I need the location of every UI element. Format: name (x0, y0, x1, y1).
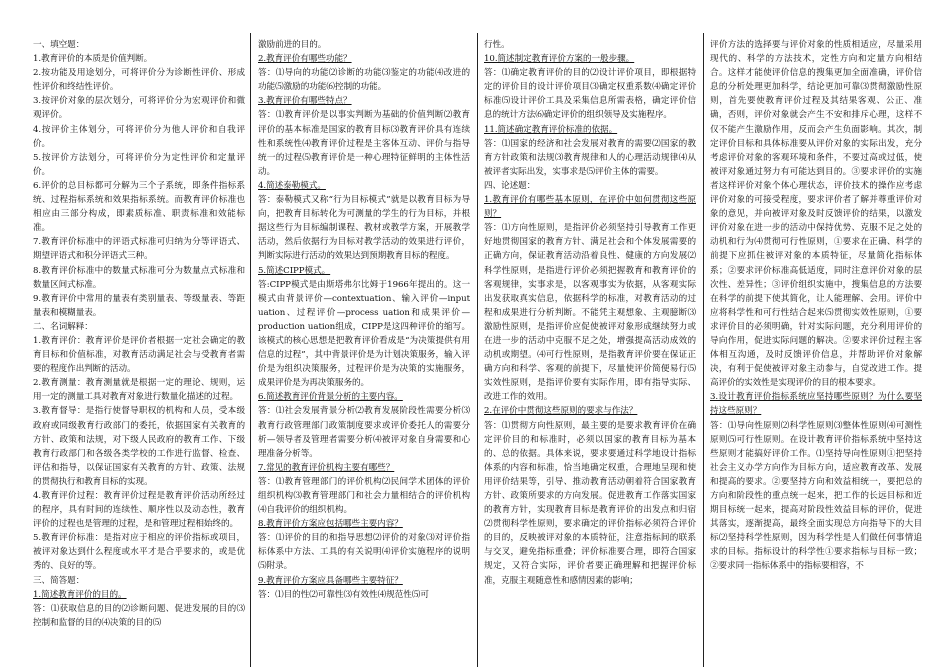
question-heading: 4.简述泰勒模式。 (258, 180, 326, 191)
text-column-1 (33, 38, 245, 666)
paragraph: 3.按评价对象的层次划分，可将评价分为宏观评价和微观评价。 (33, 96, 245, 121)
question-heading: 6.简述教育评价背景分析的主要内容。 (258, 392, 403, 403)
paragraph: 答：⑴教育管理部门的评价机构⑵民间学术团体的评价组织机构⑶教育管理部门和社会力量相结合的评价机构⑷自我评价的组织机构。 (258, 476, 470, 516)
question-heading: 5.简述CIPP模式。 (258, 265, 331, 276)
paragraph: 三、简答题： (33, 575, 85, 586)
paragraph: 答：⑴获取信息的目的⑵诊断问题、促进发展的目的⑶控制和监督的目的⑷决策的目的⑸ (33, 603, 245, 628)
column-divider (703, 33, 704, 667)
question-heading: 3.设计教育评价指标系统应坚持哪些原则？为什么要坚持这些原则？ (710, 392, 922, 417)
paragraph: 答：⑴评价的目的和指导思想⑵评价的对象⑶对评价指标体系中方法、工具的有关说明⑷评价实施程序的说明⑸附录。 (258, 533, 470, 572)
paragraph: 7.教育评价标准中的评语式标准可归纳为分等评语式、期望评语式和积分评语式三种。 (33, 237, 245, 262)
question-heading: 1.教育评价有哪些基本原则，在评价中如何贯彻这些原则？ (484, 195, 696, 220)
question-heading: 1.简述教育评价的目的。 (33, 589, 127, 600)
paragraph: 答：泰勒模式又称“行为目标模式”就是以教育目标为导向，把教育目标转化为可测量的学生的行为目标，并根据这些行为目标编制课程、教材或教学方案，开展教学活动，然后依据行为目标对教学活动的效果进行评价，判断实际进行活动的效果达到预期教育目标的程度。 (258, 195, 470, 262)
paragraph: 2.教育测量：教育测量就是根据一定的理论、规则，运用一定的测量工具对教育对象进行数量化描述的过程。 (33, 378, 245, 403)
paragraph: 答：⑴贯彻方向性原则，最主要的是要求教育评价在确定评价目的和标准时，必须以国家的教育目标为基本的、总的依据。具体来说，要求要通过科学地设计指标体系的内容和标准，恰当地确定权重，合理地呈现和使用评价结果等，引导、推动教育活动朝着符合国家教育方针、政策所要求的方向发展。促进教育工作落实国家的教育方针，实现教育目标是教育评价的出发点和归宿⑵贯彻科学性原则，要求确定的评价指标必须符合评价的目的，反映被评对象的本质特征，注意指标间的联系与交叉，避免指标重叠；评价标准要合理，即符合国家规定，又符合实际，评价者要正确理解和把握评价标准，克服主观随意性和感情因素的影响； (484, 420, 696, 586)
question-heading: 2.教育评价有哪些功能？ (258, 54, 352, 65)
paragraph: 9.教育评价中常用的量表有类别量表、等级量表、等距量表和模糊量表。 (33, 293, 245, 318)
paragraph: 5.按评价方法划分，可将评价分为定性评价和定量评价。 (33, 152, 245, 177)
question-heading: 7.常见的教育评价机构主要有哪些？ (258, 462, 395, 473)
paragraph: 答:CIPP模式是由斯塔弗尔比姆于1966年提出的。这一模式由背景评价—contextuation、输入评价—input uation、过程评价—process uation和成果评价—production uation组成，CIPP是这四种评价的缩写。该模式的核心思想是把教育评价看成是“为决策提供有用信息的过程”，其中背景评价是为计划决策服务，输入评价是为组织决策服务，过程评价是为决策的实施服务，成果评价是为再决策服务的。 (258, 279, 470, 389)
question-heading: 3.教育评价有哪些特点？ (258, 96, 352, 107)
question-heading: 9.教育评价方案应具备哪些主要特征？ (258, 575, 403, 586)
paragraph: 5.教育评价标准：是指对应于相应的评价指标或项目，被评对象达到什么程度或水平才是合乎要求的，或是优秀的、良好的等。 (33, 533, 245, 572)
paragraph: 激励前进的目的。 (258, 40, 327, 50)
paragraph: 4.教育评价过程：教育评价过程是教育评价活动所经过的程序，具有时间的连续性、顺序性以及动态性，教育评价的过程也是管理的过程，是和管理过程相始终的。 (33, 491, 245, 530)
paragraph: 1.教育评价：教育评价是评价者根据一定社会确定的教育目标和价值标准，对教育活动满足社会与受教育者需要的程度作出判断的活动。 (33, 335, 245, 375)
paragraph: 答：⑴目的性⑵可靠性⑶有效性⑷规范性⑸可 (258, 589, 429, 600)
paragraph: 3.教育督导：是指行使督导职权的机构和人员，受本级政府或同级教育行政部门的委托，依据国家有关教育的方针、政策和法规，对下级人民政府的教育工作、下级教育行政部门和各级各类学校的工作进行监督、检查、评估和指导，以保证国家有关教育的方针、政策、法规的贯彻执行和教育目标的实现。 (33, 406, 245, 487)
paragraph: 四、论述题： (484, 180, 536, 191)
paragraph: 答：⑴教育评价是以事实判断为基础的价值判断⑵教育评价的基本标准是国家的教育目标⑶教育评价具有连续性和系统性⑷教育评价过程是主客体互动、评价与指导统一的过程⑸教育评价是一种心理特征鲜明的主体性活动。 (258, 110, 470, 177)
paragraph: 答：⑴社会发展背景分析⑵教育发展阶段性需要分析⑶教育行政管理部门政策制度要求或评价委托人的需要分析—领导者及管理者需要分析⑷被评对象自身需要和心理准备分析等。 (258, 406, 470, 459)
question-heading: 8.教育评价方案应包括哪些主要内容？ (258, 519, 403, 530)
question-heading: 11.简述确定教育评价标准的依据。 (484, 124, 618, 135)
paragraph: 评价方法的选择要与评价对象的性质相适应，尽量采用现代的、科学的方法技术，定性方向和定量方向相结合。这样才能使评价信息的搜集更加全面准确，评价信息的分析处理更加科学，结论更加可靠⑶贯彻激励性原则，首先要使教育评价过程及其结果客观、公正、准确，否则，评价对象就会产生不安和排斥心理，这样不仅不能产生激励作用，反而会产生负面影响。其次，制定评价目标和具体标准要从评价对象的实际出发，充分考虑评价对象的客观环境和条件，不要过高或过低，使被评对象通过努力有可能达到目的。③要求评价的实施者这样评价对象个体心理状态，评价技术的操作应考虑评价对象的可接受程度，要求评价者了解并尊重评价对象的意见，并向被评对象及时反馈评价的结果，以激发评价对象在进一步的活动中保持优势、克服不足之处的动机和行为⑷贯彻可行性原则，①要求在正确、科学的前提下应抓住被评对象的本质特征，尽量简化指标体系；②要求评价标准高低适度，同时注意评价对象的层次性、差异性；③评价组织实施中，搜集信息的方法要在科学的前提下使其简化，让人能理解、会用。评价中应将科学性和可行性结合起来⑸贯彻实效性原则，①要求评价目的必须明确，针对实际问题，充分利用评价的导向作用，促进实际问题的解决。②要求评价过程主客体相互沟通，及时反馈评价信息，并帮助评价对象解决，有利于促使被评对象主动参与，自觉改进工作。提高评价的实效性是实现评价的目的根本要求。 (710, 40, 922, 389)
text-column-4 (710, 38, 922, 666)
paragraph: 2.按功能及用途划分，可将评价分为诊断性评价、形成性评价和终结性评价。 (33, 68, 245, 93)
paragraph: 二、名词解释： (33, 321, 93, 332)
paragraph: 8.教育评价标准中的数量式标准可分为数量点式标准和数量区间式标准。 (33, 265, 245, 290)
text-column-3 (484, 38, 696, 666)
paragraph: 一、填空题： (33, 40, 85, 50)
paragraph: 行性。 (484, 40, 510, 50)
question-heading: 2.在评价中贯彻这些原则的要求与作法？ (484, 406, 638, 417)
paragraph: 答：⑴国家的经济和社会发展对教育的需要⑵国家的教育方针政策和法规⑶教育规律和人的心理活动规律⑷从被评者实际出发，实事求是⑸评价主体的需要。 (484, 138, 696, 177)
column-divider (250, 33, 251, 667)
paragraph: 1.教育评价的本质是价值判断。 (33, 54, 153, 65)
paragraph: 答：⑴导向的功能⑵诊断的功能⑶鉴定的功能⑷改进的功能⑸激励的功能⑹控制的功能。 (258, 68, 470, 93)
question-heading: 10.简述制定教育评价方案的一般步骤。 (484, 54, 635, 65)
paragraph: 4.按评价主体划分，可将评价分为他人评价和自我评价。 (33, 124, 245, 149)
text-column-2 (258, 38, 470, 666)
paragraph: 6.评价的总目标都可分解为三个子系统，即条件指标系统、过程指标系统和效果指标系统。而教育评价标准也相应由三部分构成，即素质标准、职责标准和效能标准。 (33, 180, 245, 234)
column-divider (477, 33, 478, 667)
paragraph: 答：⑴确定教育评价的目的⑵设计评价项目，即根据特定的评价目的设计评价项目⑶确定权重系数⑷确定评价标准⑸设计评价工具及采集信息所需表格，确定评价信息的统计方法⑹确定评价的组织领导及实施程序。 (484, 68, 696, 121)
paragraph: 答：⑴导向性原则⑵科学性原则⑶整体性原则⑷可测性原则⑸可行性原则。在设计教育评价指标系统中坚持这些原则才能搞好评价工作。⑴坚持导向性原则①把坚持社会主义办学方向作为目标方向，适应教育改革、发展和提高的要求。②要坚持方向和效益相统一，要把总的方向和阶段性的重点统一起来，把工作的长远目标和近期目标统一起来，提高对阶段性效益目标的评价，促进其落实，逐渐提高，最终全面实现总方向指导下的大目标⑵坚持科学性原则，因为科学性是人们做任何事情追求的目标。指标设计的科学性①要求指标与目标一致；②要求同一指标体系中的指标要相容，不 (710, 420, 922, 572)
paragraph: 答：⑴方向性原则，是指评价必须坚持引导教育工作更好地贯彻国家的教育方针、满足社会和个体发展需要的正确方向，保证教育活动沿着良性、健康的方向发展⑵科学性原则，是指进行评价必须把握教育和教育评价的客观规律，实事求是，以客观事实为依据，从客观实际出发获取真实信息，依据科学的标准，对教育活动的过程和成果进行分析判断。不能凭主观想象、主观臆断⑶激励性原则，是指评价应促使被评对象形成继续努力或在进一步的活动中克服不足之处，增强提高活动成效的动机或期望。⑷可行性原则，是指教育评价要在保证正确方向和科学、客观的前提下，尽量使评价简便易行⑸实效性原则，是指评价要有实际作用，即有指导实际、改进工作的效用。 (484, 223, 696, 403)
